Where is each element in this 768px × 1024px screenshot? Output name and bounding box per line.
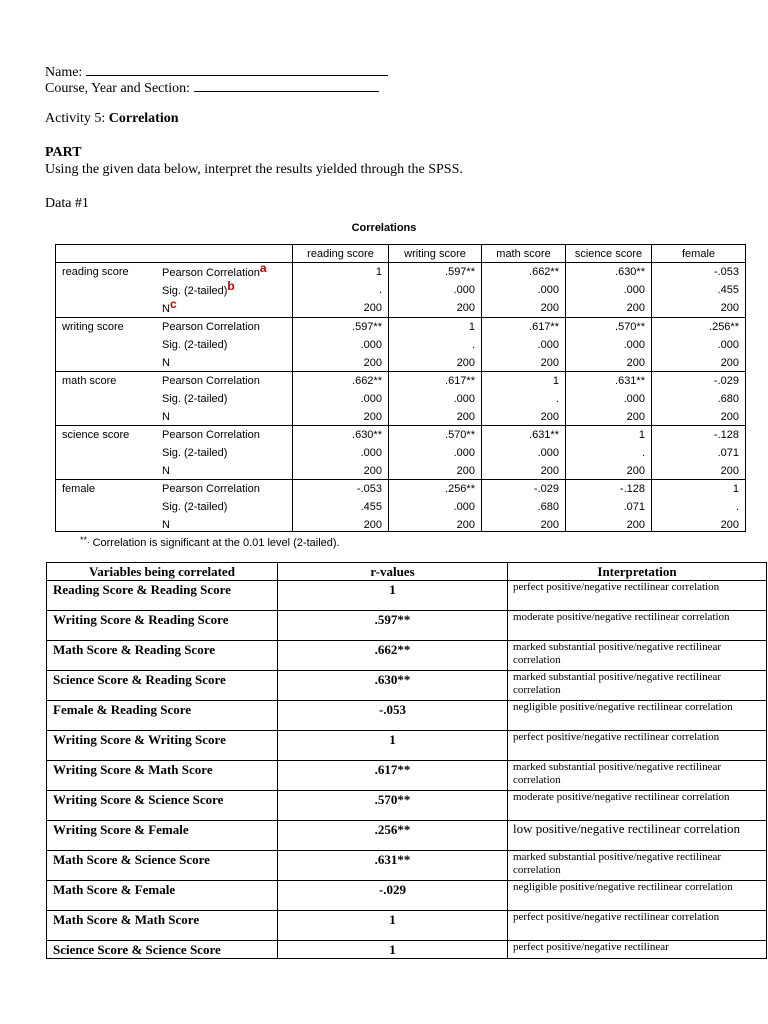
spss-stat-label-text: Pearson Correlation <box>162 267 260 279</box>
spss-value-cell: .256** <box>445 483 475 495</box>
spss-superscript: c <box>169 297 177 311</box>
spss-col-header: writing score <box>388 245 481 263</box>
row-r-value: .617** <box>278 761 508 791</box>
row-variables: Writing Score & Math Score <box>47 761 278 791</box>
part-heading: PART <box>45 145 82 160</box>
interpretation-row <box>47 641 767 671</box>
spss-row-group <box>56 371 745 425</box>
spss-col-header: science score <box>565 245 651 263</box>
spss-value-cell: 1 <box>732 483 739 495</box>
spss-value-cell: .000 <box>360 339 382 351</box>
row-interpretation[interactable]: perfect positive/negative rectilinear correlation <box>508 911 767 941</box>
interpretation-row <box>47 881 767 911</box>
row-variables: Reading Score & Reading Score <box>47 581 278 611</box>
row-interpretation[interactable]: perfect positive/negative rectilinear correlation <box>508 581 767 611</box>
spss-header-blank <box>56 245 292 263</box>
row-interpretation[interactable]: marked substantial positive/negative rectilinear correlation <box>508 761 767 791</box>
spss-value-cell: 200 <box>363 302 382 314</box>
spss-value-cell: -.053 <box>356 483 382 495</box>
spss-value-cell: .455 <box>360 501 382 513</box>
spss-value-cell: .000 <box>717 339 739 351</box>
row-interpretation[interactable]: low positive/negative rectilinear correlation <box>508 821 767 851</box>
row-interpretation[interactable]: negligible positive/negative rectilinear correlation <box>508 701 767 731</box>
interpretation-row <box>47 911 767 941</box>
spss-value-cell: .071 <box>717 447 739 459</box>
spss-stat-label-text: Sig. (2-tailed) <box>162 285 228 297</box>
footnote-mark: **. <box>80 535 90 545</box>
spss-value-cell: 200 <box>540 357 559 369</box>
spss-correlations-table <box>55 244 746 532</box>
row-r-value: 1 <box>278 911 508 941</box>
spss-value-cell: .680 <box>537 501 559 513</box>
spss-value-cell: .680 <box>717 393 739 405</box>
spss-value-cell: .662** <box>529 266 559 278</box>
spss-value-cell: 200 <box>720 465 739 477</box>
spss-value-cell: 200 <box>363 465 382 477</box>
interpretation-row <box>47 701 767 731</box>
row-interpretation[interactable]: marked substantial positive/negative rectilinear correlation <box>508 671 767 701</box>
spss-row-group <box>56 263 745 317</box>
row-interpretation[interactable]: perfect positive/negative rectilinear <box>508 941 767 959</box>
row-variables: Science Score & Science Score <box>47 941 278 959</box>
spss-superscript: b <box>227 279 235 293</box>
row-r-value: .256** <box>278 821 508 851</box>
activity-heading <box>45 111 179 127</box>
spss-value-cell: 200 <box>720 357 739 369</box>
spss-col-header: reading score <box>292 245 388 263</box>
spss-stat-label <box>162 299 177 317</box>
spss-value-cell: .597** <box>352 321 382 333</box>
footnote-text: Correlation is significant at the 0.01 level (2-tailed). <box>92 537 340 549</box>
spss-value-cell: 200 <box>363 357 382 369</box>
spss-value-cell: 200 <box>626 302 645 314</box>
spss-row-group <box>56 317 745 371</box>
spss-stat-label-text: Sig. (2-tailed) <box>162 339 228 351</box>
spss-value-cell: .455 <box>717 284 739 296</box>
spss-row-name: female <box>62 483 96 495</box>
spss-value-cell: -.053 <box>713 266 739 278</box>
spss-value-cell: .000 <box>453 393 475 405</box>
spss-stat-label <box>162 444 227 462</box>
row-interpretation[interactable]: moderate positive/negative rectilinear correlation <box>508 791 767 821</box>
spss-value-cell: .570** <box>445 429 475 441</box>
spss-row-name: writing score <box>62 321 124 333</box>
spss-value-cell: -.029 <box>713 375 739 387</box>
row-r-value: 1 <box>278 941 508 959</box>
spss-stat-label <box>162 372 260 390</box>
spss-value-cell: .000 <box>453 284 475 296</box>
spss-stat-label <box>162 480 260 498</box>
spss-value-cell: .630** <box>352 429 382 441</box>
spss-value-cell: 1 <box>468 321 475 333</box>
name-label: Name: <box>45 65 83 80</box>
spss-stat-label-text: Sig. (2-tailed) <box>162 447 228 459</box>
spss-stat-label <box>162 516 170 534</box>
spss-value-cell: . <box>735 501 739 513</box>
spss-value-cell: .617** <box>529 321 559 333</box>
spss-value-cell: .000 <box>623 393 645 405</box>
row-r-value: 1 <box>278 581 508 611</box>
spss-value-cell: .000 <box>623 284 645 296</box>
spss-value-cell: 200 <box>626 357 645 369</box>
spss-value-cell: 200 <box>626 519 645 531</box>
interpretation-row <box>47 821 767 851</box>
row-variables: Science Score & Reading Score <box>47 671 278 701</box>
name-blank[interactable] <box>86 62 388 76</box>
spss-value-cell: 200 <box>456 357 475 369</box>
spss-value-cell: .000 <box>537 339 559 351</box>
spss-value-cell: .597** <box>445 266 475 278</box>
row-variables: Math Score & Female <box>47 881 278 911</box>
spss-value-cell: 1 <box>375 266 382 278</box>
spss-stat-label <box>162 408 170 426</box>
spss-stat-label <box>162 390 227 408</box>
row-interpretation[interactable]: negligible positive/negative rectilinear correlation <box>508 881 767 911</box>
spss-value-cell: .000 <box>623 339 645 351</box>
spss-value-cell: . <box>471 339 475 351</box>
spss-stat-label-text: N <box>162 303 170 315</box>
spss-value-cell: -.029 <box>533 483 559 495</box>
spss-value-cell: 200 <box>456 465 475 477</box>
spss-stat-label-text: Pearson Correlation <box>162 375 260 387</box>
course-blank[interactable] <box>194 78 379 92</box>
spss-value-cell: 200 <box>626 411 645 423</box>
spss-stat-label <box>162 263 267 281</box>
spss-row-group <box>56 479 745 533</box>
row-r-value: -.029 <box>278 881 508 911</box>
spss-stat-label-text: N <box>162 411 170 423</box>
spss-stat-label-text: Sig. (2-tailed) <box>162 393 228 405</box>
course-label: Course, Year and Section: <box>45 81 191 96</box>
spss-row-name: science score <box>62 429 130 441</box>
activity-title: Correlation <box>108 111 179 126</box>
spss-row-name: math score <box>62 375 117 387</box>
spss-value-cell: . <box>555 393 559 405</box>
interpretation-row <box>47 761 767 791</box>
spss-value-cell: .000 <box>537 447 559 459</box>
spss-stat-label-text: N <box>162 357 170 369</box>
spss-value-cell: 200 <box>456 302 475 314</box>
interpretation-row <box>47 791 767 821</box>
spss-value-cell: 200 <box>540 465 559 477</box>
interpretation-header-row <box>47 563 767 581</box>
spss-value-cell: 200 <box>456 519 475 531</box>
spss-value-cell: 200 <box>720 519 739 531</box>
spss-row-group <box>56 425 745 479</box>
spss-value-cell: .631** <box>615 375 645 387</box>
spss-stat-label <box>162 318 260 336</box>
row-variables: Math Score & Math Score <box>47 911 278 941</box>
spss-value-cell: 1 <box>552 375 559 387</box>
row-interpretation[interactable]: moderate positive/negative rectilinear correlation <box>508 611 767 641</box>
header-r-values: r-values <box>278 563 508 581</box>
spss-value-cell: .000 <box>537 284 559 296</box>
interpretation-row <box>47 581 767 611</box>
row-r-value: .570** <box>278 791 508 821</box>
spss-value-cell: -.128 <box>713 429 739 441</box>
spss-stat-label-text: N <box>162 465 170 477</box>
spss-value-cell: .256** <box>709 321 739 333</box>
spss-value-cell: . <box>641 447 645 459</box>
row-interpretation[interactable]: marked substantial positive/negative rectilinear correlation <box>508 851 767 881</box>
spss-stat-label <box>162 354 170 372</box>
interpretation-row <box>47 731 767 761</box>
header-interpretation: Interpretation <box>508 563 767 581</box>
row-r-value: .630** <box>278 671 508 701</box>
spss-value-cell: 200 <box>540 519 559 531</box>
row-r-value: .662** <box>278 641 508 671</box>
row-variables: Writing Score & Female <box>47 821 278 851</box>
spss-value-cell: 200 <box>540 411 559 423</box>
spss-stat-label <box>162 462 170 480</box>
spss-value-cell: . <box>378 284 382 296</box>
header-variables: Variables being correlated <box>47 563 278 581</box>
course-line <box>45 78 379 97</box>
spss-stat-label-text: Pearson Correlation <box>162 429 260 441</box>
interpretation-row <box>47 671 767 701</box>
row-interpretation[interactable]: perfect positive/negative rectilinear correlation <box>508 731 767 761</box>
spss-value-cell: .662** <box>352 375 382 387</box>
spss-value-cell: 200 <box>363 411 382 423</box>
row-interpretation[interactable]: marked substantial positive/negative rectilinear correlation <box>508 641 767 671</box>
spss-value-cell: 200 <box>363 519 382 531</box>
spss-value-cell: .631** <box>529 429 559 441</box>
spss-value-cell: 200 <box>540 302 559 314</box>
spss-col-header: female <box>651 245 745 263</box>
spss-value-cell: .000 <box>453 501 475 513</box>
spss-footnote <box>80 537 340 549</box>
spss-value-cell: .000 <box>360 393 382 405</box>
spss-value-cell: 200 <box>456 411 475 423</box>
row-r-value: 1 <box>278 731 508 761</box>
row-variables: Writing Score & Writing Score <box>47 731 278 761</box>
interpretation-table <box>46 562 767 959</box>
row-variables: Math Score & Reading Score <box>47 641 278 671</box>
row-variables: Writing Score & Science Score <box>47 791 278 821</box>
spss-stat-label <box>162 336 227 354</box>
spss-stat-label <box>162 426 260 444</box>
spss-col-header: math score <box>481 245 565 263</box>
spss-value-cell: .000 <box>453 447 475 459</box>
row-r-value: -.053 <box>278 701 508 731</box>
interpretation-row <box>47 941 767 959</box>
spss-stat-label-text: Pearson Correlation <box>162 321 260 333</box>
spss-table-title: Correlations <box>351 222 417 234</box>
instruction-text: Using the given data below, interpret the results yielded through the SPSS. <box>45 162 463 177</box>
spss-value-cell: -.128 <box>619 483 645 495</box>
spss-value-cell: .617** <box>445 375 475 387</box>
row-variables: Writing Score & Reading Score <box>47 611 278 641</box>
spss-value-cell: 200 <box>626 465 645 477</box>
data-label: Data #1 <box>45 196 89 211</box>
spss-value-cell: .000 <box>360 447 382 459</box>
row-variables: Female & Reading Score <box>47 701 278 731</box>
row-r-value: .597** <box>278 611 508 641</box>
spss-value-cell: .570** <box>615 321 645 333</box>
row-r-value: .631** <box>278 851 508 881</box>
spss-row-name: reading score <box>62 266 129 278</box>
interpretation-row <box>47 851 767 881</box>
spss-stat-label-text: Pearson Correlation <box>162 483 260 495</box>
interpretation-row <box>47 611 767 641</box>
row-variables: Math Score & Science Score <box>47 851 278 881</box>
spss-value-cell: .630** <box>615 266 645 278</box>
spss-value-cell: 1 <box>638 429 645 441</box>
spss-value-cell: .071 <box>623 501 645 513</box>
spss-stat-label-text: Sig. (2-tailed) <box>162 501 228 513</box>
activity-prefix: Activity 5: <box>45 111 106 126</box>
spss-stat-label-text: N <box>162 519 170 531</box>
spss-superscript: a <box>259 261 267 275</box>
spss-value-cell: 200 <box>720 411 739 423</box>
spss-value-cell: 200 <box>720 302 739 314</box>
spss-stat-label <box>162 498 227 516</box>
